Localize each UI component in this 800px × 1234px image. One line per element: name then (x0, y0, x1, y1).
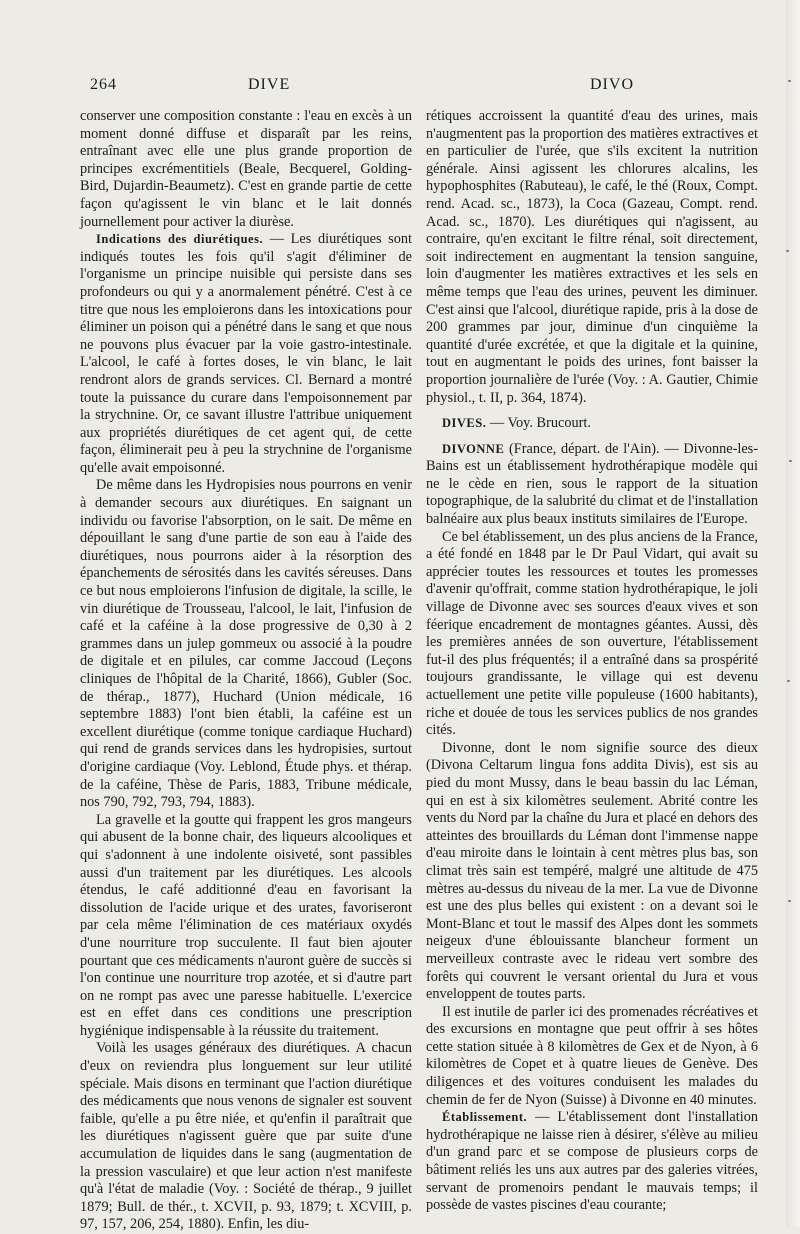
edge-mark (786, 250, 789, 252)
paragraph: De même dans les Hydropisies nous pourrons en venir à demander secours aux diurétiques. En saignant un individu ou favorise l'absorption, on le sait. De même en dépouillant le sang d'une partie de son eau à l'aide des diurétiques, nous pourrons aider à la résorption des épanchements de sérosités dans les cavités séreuses. Dans ce but nous emploierons l'infusion de digitale, la scille, le vin diurétique de Trousseau, l'alcool, le lait, l'infusion de café et la caféine à la dose progressive de 0,30 à 2 grammes dans un julep gommeux ou associé à la poudre de digitale et en pilules, car comme Jaccoud (Leçons cliniques de l'hôpital de la Charité, 1866), Gubler (Soc. de thérap., 1877), Huchard (Union médicale, 16 septembre 1883) l'ont bien établi, la caféine est un excellent diurétique (comme tonique cardiaque Huchard) qui rend de grands services dans les hydropisies, surtout d'origine cardiaque (Voy. Leblond, Étude phys. et thérap. de la caféine, Thèse de Paris, 1883, Tribune médicale, nos 790, 792, 793, 794, 1883). (80, 477, 412, 811)
left-column (80, 108, 412, 1234)
paragraph: Divonne, dont le nom signifie source des dieux (Divona Celtarum lingua fons addita Divis), est sis au pied du mont Mussy, dans le beau bassin du lac Léman, qui en est à six kilomètres seulement. Abrité contre les vents du Nord par la chaîne du Jura et placé en dehors des atteintes des brouillards du Léman dont l'immense nappe d'eau miroite dans le lointain à cent mètres plus bas, son climat très sain est tempéré, malgré une altitude de 475 mètres au-dessus du niveau de la mer. La vue de Divonne est une des plus belles qui existent : on a devant soi le Mont-Blanc et tout le massif des Alpes dont les sommets neigeux d'une éblouissante blancheur forment un merveilleux contraste avec le rideau vert sombre des forêts qui couvrent le versant oriental du Jura et vous enveloppent de toutes parts. (426, 739, 758, 1003)
section-heading: Établissement. (442, 1110, 528, 1125)
entry-heading: DIVONNE (442, 441, 505, 456)
page-edge-marks (784, 40, 794, 960)
paragraph: La gravelle et la goutte qui frappent les gros mangeurs qui abusent de la bonne chair, des liqueurs alcooliques et qui s'adonnent à une indolente oisiveté, sont passibles aussi d'un traitement par les diurétiques. Les alcools étendus, le café additionné d'eau en favorisant la dissolution de l'acide urique et des urates, favoriseront par cela même l'élimination de ces matériaux oxydés d'une nourriture trop succulente. Il faut bien ajouter pourtant que ces médicaments n'auront guère de succès si l'on continue une nourriture trop azotée, et si d'autre part on ne rompt pas avec une paresse habituelle. L'exercice est en effet dans ces conditions une prescription hygiénique indispensable à la réussite du traitement. (80, 811, 412, 1039)
paragraph: Établissement. — L'établissement dont l'installation hydrothérapique ne laisse rien à désirer, s'élève au milieu d'un grand parc et se compose de plusieurs corps de bâtiment reliés les uns aux autres par des galeries vitrées, servant de promenoirs pendant le mauvais temps; il possède de vastes piscines d'eau courante; (426, 1109, 758, 1214)
edge-mark (789, 460, 792, 462)
right-column (426, 108, 758, 1215)
edge-mark (788, 80, 791, 82)
entry: DIVONNE (France, départ. de l'Ain). — Divonne-les-Bains est un établissement hydrothérapique modèle qui ne le cède en rien, sous le rapport de la situation topographique, de la salubrité du climat et de l'installation balnéaire aux plus beaux instituts similaires de l'Europe. (426, 440, 758, 528)
entry-heading: DIVES. (442, 416, 487, 431)
running-header (0, 76, 800, 100)
section-heading: Indications des diurétiques. (96, 232, 264, 247)
running-title-left: DIVE (248, 76, 291, 93)
edge-mark (788, 900, 791, 902)
entry: DIVES. — Voy. Brucourt. (442, 415, 591, 432)
paragraph: Voilà les usages généraux des diurétiques. A chacun d'eux on reviendra plus longuement sur leur utilité spéciale. Mais disons en terminant que l'action diurétique des médicaments que nous venons de signaler est souvent faible, qu'elle a pu être niée, et qu'enfin il paraîtrait que les diurétiques n'agissent guère que par suite d'une accumulation de liquides dans le sang (augmentation de la pression vasculaire) et que leur action n'est manifeste qu'à l'état de maladie (Voy. : Société de thérap., 9 juillet 1879; Bull. de thér., t. XCVII, p. 93, 1879; t. XCVIII, p. 97, 157, 206, 254, 1880). Enfin, les diu- (80, 1040, 412, 1233)
paragraph: Ce bel établissement, un des plus anciens de la France, a été fondé en 1848 par le Dr Paul Vidart, qui avait su apprécier toutes les ressources et toutes les promesses d'avenir qu'offrait, comme station hydrothérapique, le joli village de Divonne avec ses sources d'eaux vives et son féerique encadrement de montagnes géantes. Aussi, dès les premières années de son ouverture, l'établissement fut-il des plus fréquentés; il a entraîné dans sa prospérité toujours grandissante, le village qui est devenu actuellement une petite ville populeuse (1600 habitants), riche et douée de tous les services publics de nos grandes cités. (426, 528, 758, 739)
edge-mark (787, 680, 790, 682)
paragraph: Indications des diurétiques. — Les diurétiques sont indiqués toutes les fois qu'il s'agit d'éliminer de l'organisme un principe nuisible qui persiste dans ses profondeurs ou qui y a anormalement pénétré. C'est à ce titre que nous les emploierons dans les intoxications pour éliminer un poison qui a pénétré dans le sang et que nous ne pouvons plus évacuer par la voie gastro-intestinale. L'alcool, le café à fortes doses, le vin blanc, le lait rendront alors de grands services. Cl. Bernard a montré toute la puissance du curare dans l'empoisonnement par la strychnine. Or, ce savant illustre l'attribue uniquement aux propriétés diurétiques de cet agent qui, de cette façon, éliminerait peu à peu la strychnine de l'organisme qu'elle avait empoisonné. (80, 231, 412, 476)
running-title-right: DIVO (590, 76, 634, 93)
paragraph: Il est inutile de parler ici des promenades récréatives et des excursions en montagne que peut offrir à ses hôtes cette station située à 8 kilomètres de Gex et de Nyon, à 6 kilomètres de Copet et à quatre lieues de Genève. Des diligences et des voitures conduisent les malades du chemin de fer de Nyon (Suisse) à Divonne en 40 minutes. (426, 1003, 758, 1108)
page-number: 264 (90, 76, 117, 93)
paragraph: rétiques accroissent la quantité d'eau des urines, mais n'augmentent pas la proportion des matières extractives et en particulier de l'urée, que s'ils excitent la nutrition générale. Ainsi agissent les chlorures alcalins, les hypophosphites (Rabuteau), le café, le thé (Roux, Compt. rend. Acad. sc., 1873), la Coca (Gazeau, Compt. rend. Acad. sc., 1870). Les diurétiques qui n'agissent, au contraire, qu'en excitant le filtre rénal, soit directement, soit indirectement en augmentant la tension sanguine, loin d'augmenter les matières extractives et les sels en même temps que l'eau des urines, peuvent les diminuer. C'est ainsi que l'alcool, diurétique rapide, pris à la dose de 200 grammes par jour, diminue d'un cinquième la quantité d'urée excrétée, et que la digitale et la quinine, tout en augmentant le poids des urines, font baisser la proportion journalière de l'urée (Voy. : A. Gautier, Chimie physiol., t. II, p. 364, 1874). (426, 108, 758, 406)
paragraph: conserver une composition constante : l'eau en excès à un moment donné diffuse et disparaît par les reins, entraînant avec elle une plus grande proportion de principes excrémentitiels (Beale, Becquerel, Golding-Bird, Dujardin-Beaumetz). C'est en grande partie de cette façon qu'agissent le vin blanc et le lait donnés journellement pour activer la diurèse. (80, 108, 412, 230)
